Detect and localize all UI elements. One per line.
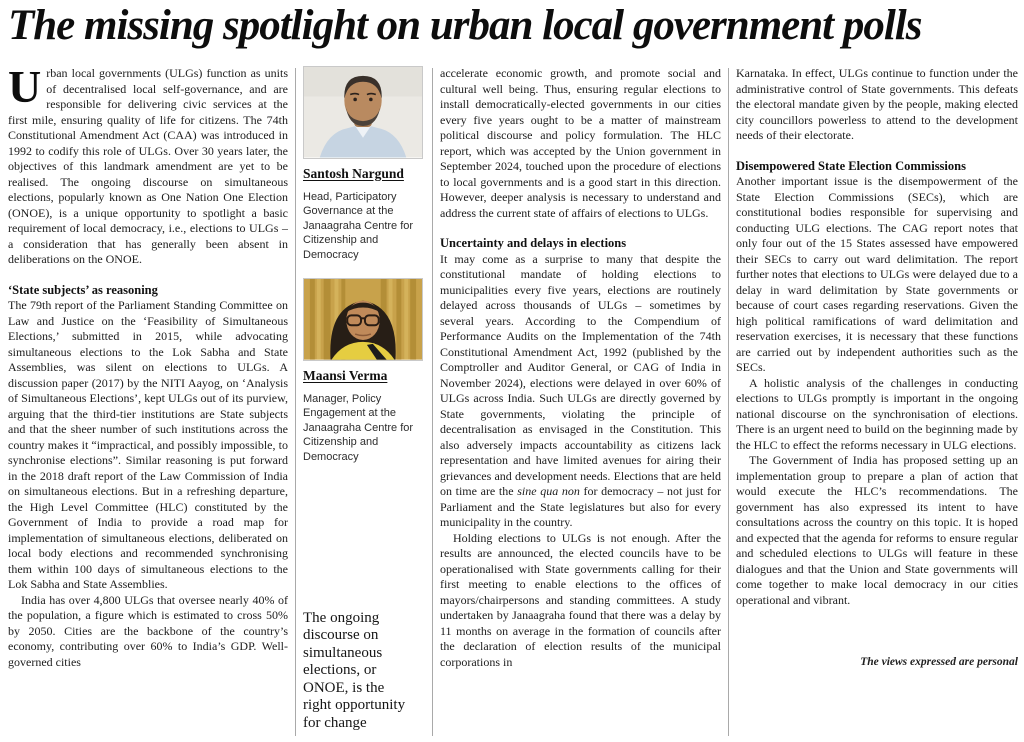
paragraph: Karnataka. In effect, ULGs continue to function under the administrative control of State governments. This defeats the electoral mandate given by the people, making elected city councillors powerless to attend to the development needs of their electorate. xyxy=(736,66,1018,143)
column-divider xyxy=(432,68,433,736)
italic-phrase: sine qua non xyxy=(517,484,580,499)
author-photo-santosh-nargund xyxy=(303,66,423,158)
column-divider xyxy=(295,68,296,736)
paragraph-text: It may come as a surprise to many that despite the constitutional mandate of holding elections to municipalities every five years, elections are routinely delayed across thousands of ULGs – sometimes by several years. According to the Compendium of Performance Audits on the Implementation of the 74th Constitutional Amendment Act, 1992 (published by the Comptroller and Auditor General, or CAG of India in November 2024), elections were delayed in over 60% of ULGs across India. Such ULGs are directly governed by State governments, violating the principle of decentralisation as envisaged in the Constitution. This also adversely impacts accountability as citizens lack representation and have limited avenues for airing their grievances and development needs. Elections that are held on time are the xyxy=(440,251,721,499)
author-photo-maansi-verma xyxy=(303,278,423,361)
author-caption xyxy=(303,166,425,263)
paragraph-text: for democracy – not just for Parliament and the State legislatures but also for every municipality in the country. xyxy=(440,484,721,530)
views-disclaimer: The views expressed are personal xyxy=(860,656,1018,669)
section-heading-uncertainty: Uncertainty and delays in elections xyxy=(440,236,627,251)
portrait-woman-illustration xyxy=(304,279,422,360)
author-card-santosh xyxy=(303,66,425,262)
author-bio: Manager, Policy Engagement at the Janaagraha Centre for Citizenship and Democracy xyxy=(303,392,414,463)
portrait-man-illustration xyxy=(304,67,422,157)
paragraph-text: rban local governments (ULGs) function as units of decentralised local self-governance, and are responsible for delivering civic services at the first mile, ensuring quality of life for citizens. The 74th Constitutional Amendment Act (CAA) was introduced in 1992 to codify this role of ULGs. Over 30 years later, the objectives of this landmark amendment are yet to be realised. The ongoing discourse on simultaneous elections, popularly known as One Nation One Election (ONOE), is a unique opportunity to spotlight a basic requirement of local democracy, i.e., elections to ULGs – a consideration that has generally been absent in deliberations on the ONOE. xyxy=(8,66,288,267)
paragraph: accelerate economic growth, and promote social and cultural well being. Thus, ensuring regular elections to install democratically-elected governments in our cities every five years ought to be a matter of mainstream political discourse and policy formulation. The HLC report, which was accepted by the Union government in September 2024, touched upon the procedure of elections to local governments and is a good start in this direction. However, deeper analysis is necessary to understand and address the current state of affairs of elections to ULGs. xyxy=(440,66,721,220)
lead-paragraph xyxy=(8,66,288,268)
headline: The missing spotlight on urban local government polls xyxy=(8,2,922,49)
paragraph: The Government of India has proposed setting up an implementation group to prepare a plan of action that would execute the HLC’s recommendations. The government has also expressed its intent to have consultations across the country on this topic. It is hoped and expected that the agenda for reforms to ensure regular and scheduled elections to ULGs will feature in these dialogues and that the Union and State governments will come together to make local democracy in our cities operational and vibrant. xyxy=(736,453,1018,607)
pull-quote: The ongoing discourse on simultaneous elections, or ONOE, is the right opportunity for change xyxy=(303,609,406,731)
drop-cap: U xyxy=(8,66,42,113)
paragraph: The 79th report of the Parliament Standing Committee on Law and Justice on the ‘Feasibility of Simultaneous Elections,’ submitted in 2015, while advocating simultaneous elections to the Lok Sabha and State Assemblies, was silent on elections to ULGs. A discussion paper (2017) by the NITI Aayog, on ‘Analysis of Simultaneous Elections’, kept ULGs out of its purview, arguing that the third-tier institutions are State subjects and that the sheer number of such institutions across the country makes it “impractical, and possibly impossible, to synchronise elections”. Similar reasoning is put forward in the 2018 draft report of the Law Commission of India on simultaneous elections. But in a refreshing departure, the High Level Committee (HLC) constituted by the Government of India to provide a road map for implementation of simultaneous elections, deliberated on local body elections and recommended synchronising them within 100 days of simultaneous elections to the Lok Sabha and State Assemblies. xyxy=(8,298,288,592)
section-heading-disempowered-secs: Disempowered State Election Commissions xyxy=(736,158,966,173)
paragraph: Another important issue is the disempowerment of the State Election Commissions (SECs), which are constitutional bodies responsible for supervising and conducting ULG elections. The CAG report notes that only four out of the 15 States assessed have empowered their SECs to carry out ward delimitation. The report further notes that elections to ULGs were delayed due to a delay in ward delimitation by State governments or because of court cases regarding reservations. Given the high political ramifications of ward delimitation and reservation exercises, it is necessary that these functions are carried out by independent authorities such as the SECs. xyxy=(736,174,1018,375)
author-card-maansi xyxy=(303,278,425,464)
article-column-1 xyxy=(8,66,288,736)
column-divider xyxy=(728,68,729,736)
article-column-3 xyxy=(440,66,721,736)
author-caption xyxy=(303,368,425,465)
paragraph: A holistic analysis of the challenges in conducting elections to ULGs promptly is important in the ongoing national discourse on the synchronisation of elections. There is an urgent need to build on the beginning made by the HLC to effect the reforms necessary in ULG elections. xyxy=(736,375,1018,452)
article-body xyxy=(8,66,1020,736)
paragraph: India has over 4,800 ULGs that oversee nearly 40% of the population, a figure which is estimated to cross 50% by 2050. Cities are the backbone of the country’s economy, contributing over 60% to India’s GDP. Well-governed cities xyxy=(8,592,288,669)
author-bio: Head, Participatory Governance at the Janaagraha Centre for Citizenship and Democracy xyxy=(303,190,414,261)
article-column-4 xyxy=(736,66,1018,736)
section-heading-state-subjects: ‘State subjects’ as reasoning xyxy=(8,282,158,297)
paragraph xyxy=(440,252,721,531)
paragraph: Holding elections to ULGs is not enough. After the results are announced, the elected councils have to be operationalised with State governments calling for their first meeting to enable elections to the offices of mayors/chairpersons and standing committees. A study undertaken by Janaagraha found that there was a delay by 11 months on average in the formation of councils after the declaration of election results of the municipal corporations in xyxy=(440,530,721,669)
authors-column xyxy=(303,66,425,736)
author-name-link[interactable]: Maansi Verma xyxy=(303,367,388,383)
author-name-link[interactable]: Santosh Nargund xyxy=(303,165,404,181)
